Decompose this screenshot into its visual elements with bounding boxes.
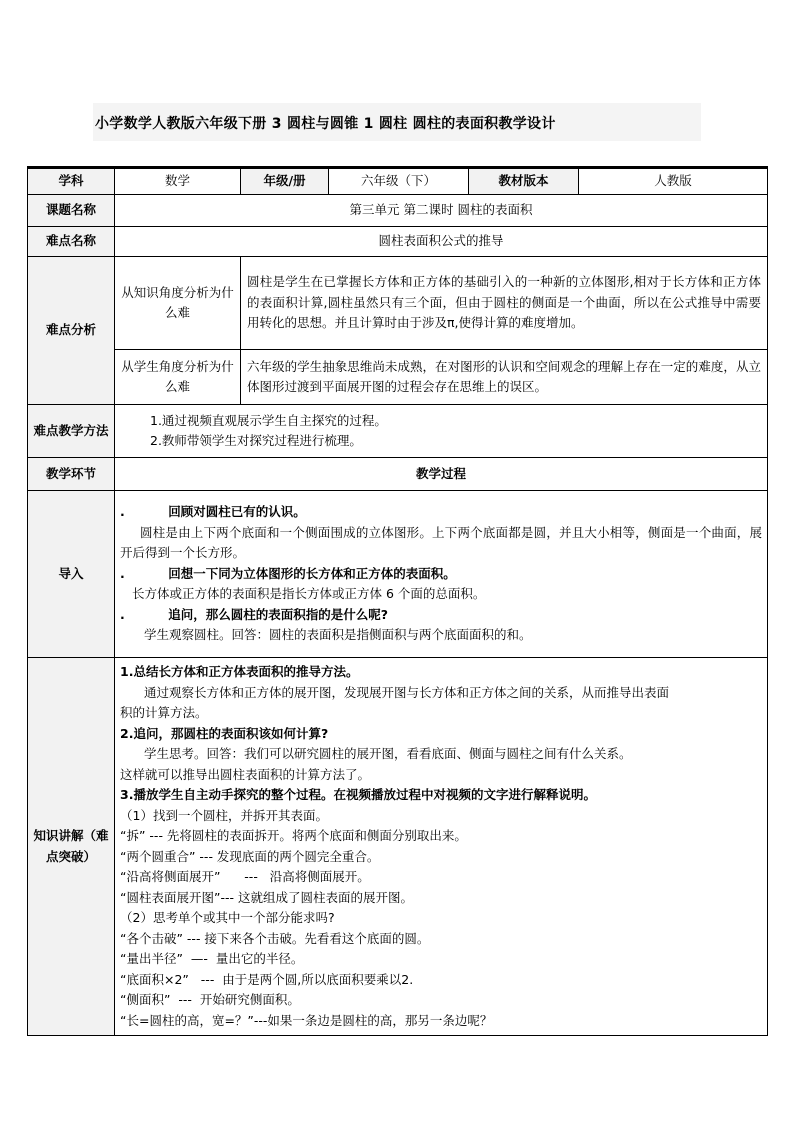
intro-label: 导入 bbox=[28, 491, 115, 658]
knowledge-line: 学生思考。回答：我们可以研究圆柱的展开图，看看底面、侧面与圆柱之间有什么关系。 bbox=[144, 746, 632, 761]
edition-label: 教材版本 bbox=[469, 168, 579, 195]
knowledge-line: “沿高将侧面展开” --- 沿高将侧面展开。 bbox=[120, 869, 370, 884]
knowledge-line: “两个圆重合” --- 发现底面的两个圆完全重合。 bbox=[120, 848, 380, 864]
document-title: 小学数学人教版六年级下册 3 圆柱与圆锥 1 圆柱 圆柱的表面积教学设计 bbox=[95, 116, 556, 132]
knowledge-line: 2.追问，那圆柱的表面积该如何计算? bbox=[120, 725, 329, 741]
knowledge-line: “量出半径” —- 量出它的半径。 bbox=[120, 951, 304, 966]
student-angle-label: 从学生角度分析为什么难 bbox=[115, 350, 241, 405]
subject-label: 学科 bbox=[28, 168, 115, 195]
knowledge-line: “底面积×2” --- 由于是两个圆,所以底面积要乘以2. bbox=[120, 971, 414, 987]
knowledge-line: “各个击破” --- 接下来各个击破。先看看这个底面的圆。 bbox=[120, 930, 430, 946]
knowledge-line: 积的计算方法。 bbox=[120, 705, 208, 720]
intro-paragraph: 圆柱是由上下两个底面和一个侧面围成的立体图形。上下两个底面都是圆，并且大小相等，侧面是一个曲面，展开后得到一个长方形。 bbox=[120, 524, 762, 561]
knowledge-line: “长=圆柱的高，宽=？”---如果一条边是圆柱的高，那另一条边呢？ bbox=[120, 1012, 493, 1028]
intro-heading: . 追问，那么圆柱的表面积指的是什么呢? bbox=[120, 606, 389, 622]
method-content bbox=[115, 405, 768, 458]
knowledge-line: 1.总结长方体和正方体表面积的推导方法。 bbox=[120, 664, 359, 679]
student-angle-text: 六年级的学生抽象思维尚未成熟，在对图形的认识和空间观念的理解上存在一定的难度，从立体图形过渡到平面展开图的过程会存在思维上的误区。 bbox=[241, 350, 768, 405]
intro-content bbox=[115, 491, 768, 658]
lesson-plan-table bbox=[27, 166, 768, 1036]
analysis-label: 难点分析 bbox=[28, 257, 115, 405]
knowledge-line: （2）思考单个或其中一个部分能求吗? bbox=[120, 910, 335, 925]
knowledge-line: 3.播放学生自主动手探究的整个过程。在视频播放过程中对视频的文字进行解释说明。 bbox=[120, 787, 596, 802]
lesson-label: 课题名称 bbox=[28, 195, 115, 227]
grade-label: 年级/册 bbox=[241, 168, 329, 195]
difficulty-label: 难点名称 bbox=[28, 227, 115, 257]
edition-value: 人教版 bbox=[579, 168, 768, 195]
knowledge-line: “圆柱表面展开图”--- 这就组成了圆柱表面的展开图。 bbox=[120, 889, 413, 905]
subject-value: 数学 bbox=[115, 168, 241, 195]
knowledge-angle-label: 从知识角度分析为什么难 bbox=[115, 257, 241, 350]
intro-paragraph: 长方体或正方体的表面积是指长方体或正方体 6 个面的总面积。 bbox=[132, 586, 486, 602]
knowledge-line: “侧面积” --- 开始研究侧面积。 bbox=[120, 992, 300, 1007]
process-label: 教学环节 bbox=[28, 458, 115, 491]
method-item: 1.通过视频直观展示学生自主探究的过程。 bbox=[150, 412, 387, 428]
knowledge-line: 这样就可以推导出圆柱表面积的计算方法了。 bbox=[120, 766, 371, 782]
intro-heading: . 回想一下同为立体图形的长方体和正方体的表面积。 bbox=[120, 565, 456, 581]
difficulty-value: 圆柱表面积公式的推导 bbox=[115, 227, 768, 257]
grade-value: 六年级（下） bbox=[329, 168, 469, 195]
knowledge-line: “拆” --- 先将圆柱的表面拆开。将两个底面和侧面分别取出来。 bbox=[120, 828, 467, 843]
process-value: 教学过程 bbox=[115, 458, 768, 491]
intro-heading: . 回顾对圆柱已有的认识。 bbox=[120, 504, 306, 520]
intro-paragraph: 学生观察圆柱。回答：圆柱的表面积是指侧面积与两个底面面积的和。 bbox=[144, 627, 532, 643]
knowledge-angle-text: 圆柱是学生在已掌握长方体和正方体的基础引入的一种新的立体图形,相对于长方体和正方体的表面积计算,圆柱虽然只有三个面，但由于圆柱的侧面是一个曲面，所以在公式推导中需要用转化的思想。并且计算时由于涉及π,使得计算的难度增加。 bbox=[241, 257, 768, 350]
lesson-value: 第三单元 第二课时 圆柱的表面积 bbox=[115, 195, 768, 227]
knowledge-content bbox=[115, 658, 768, 1036]
knowledge-line: （1）找到一个圆柱，并拆开其表面。 bbox=[120, 807, 328, 823]
knowledge-label: 知识讲解（难点突破） bbox=[28, 658, 115, 1036]
method-label: 难点教学方法 bbox=[28, 405, 115, 458]
knowledge-line: 通过观察长方体和正方体的展开图，发现展开图与长方体和正方体之间的关系，从而推导出表面 bbox=[144, 684, 670, 700]
method-item: 2.教师带领学生对探究过程进行梳理。 bbox=[150, 433, 362, 448]
